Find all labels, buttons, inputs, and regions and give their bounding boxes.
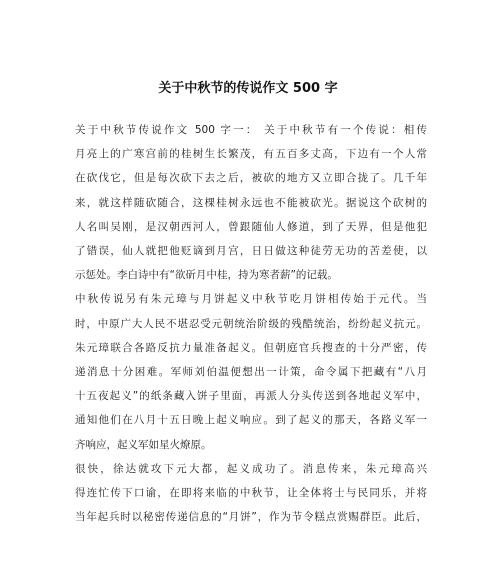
text-line: 很快，徐达就攻下元大都，起义成功了。消息传来，朱元璋高兴 <box>75 462 427 475</box>
text-line: 了错误，仙人就把他贬谪到月宫，日日做这种徒劳无功的苦差使，以 <box>75 245 427 258</box>
text-line: 递消息十分困难。军师刘伯温便想出一计策，命令属下把藏有“八月 <box>75 366 427 379</box>
text-line: 月亮上的广寒宫前的桂树生长繁茂，有五百多丈高，下边有一个人常 <box>75 148 427 161</box>
text-line: 来，就这样随砍随合，这棵桂树永远也不能被砍光。据说这个砍树的 <box>75 196 427 209</box>
text-line: 当年起兵时以秘密传递信息的“月饼”，作为节令糕点赏赐群臣。此后， <box>75 511 427 524</box>
paragraph-2 <box>75 287 427 456</box>
text-line: 人名叫吴刚，是汉朝西河人，曾跟随仙人修道，到了天界，但是他犯 <box>75 220 427 233</box>
text-line: 时，中原广大人民不堪忍受元朝统治阶级的残酷统治，纷纷起义抗元。 <box>75 317 427 330</box>
text-line: 中秋传说另有朱元璋与月饼起义中秋节吃月饼相传始于元代。当 <box>75 293 427 306</box>
text-line: 得连忙传下口谕，在即将来临的中秋节，让全体将士与民同乐，并将 <box>75 487 427 500</box>
document-title: 关于中秋节的传说作文 500 字 <box>158 81 338 96</box>
text-line: 关于中秋节传说作文 500 字一： 关于中秋节有一个传说：相传 <box>75 124 427 136</box>
paragraph-3 <box>75 457 427 530</box>
paragraph-1 <box>75 118 427 287</box>
text-line: 在砍伐它，但是每次砍下去之后，被砍的地方又立即合拢了。几千年 <box>75 172 427 185</box>
text-line: 示惩处。李白诗中有“欲斫月中桂，持为寒者薪”的记载。 <box>75 269 338 282</box>
text-line: 朱元璋联合各路反抗力量准备起义。但朝庭官兵搜查的十分严密，传 <box>75 341 427 354</box>
document-body <box>75 118 427 529</box>
text-line: 十五夜起义”的纸条藏入饼子里面，再派人分头传送到各地起义军中， <box>75 390 427 403</box>
text-line: 齐响应，起义军如星火燎原。 <box>75 438 212 451</box>
text-line: 通知他们在八月十五日晚上起义响应。到了起义的那天，各路义军一 <box>75 414 427 427</box>
